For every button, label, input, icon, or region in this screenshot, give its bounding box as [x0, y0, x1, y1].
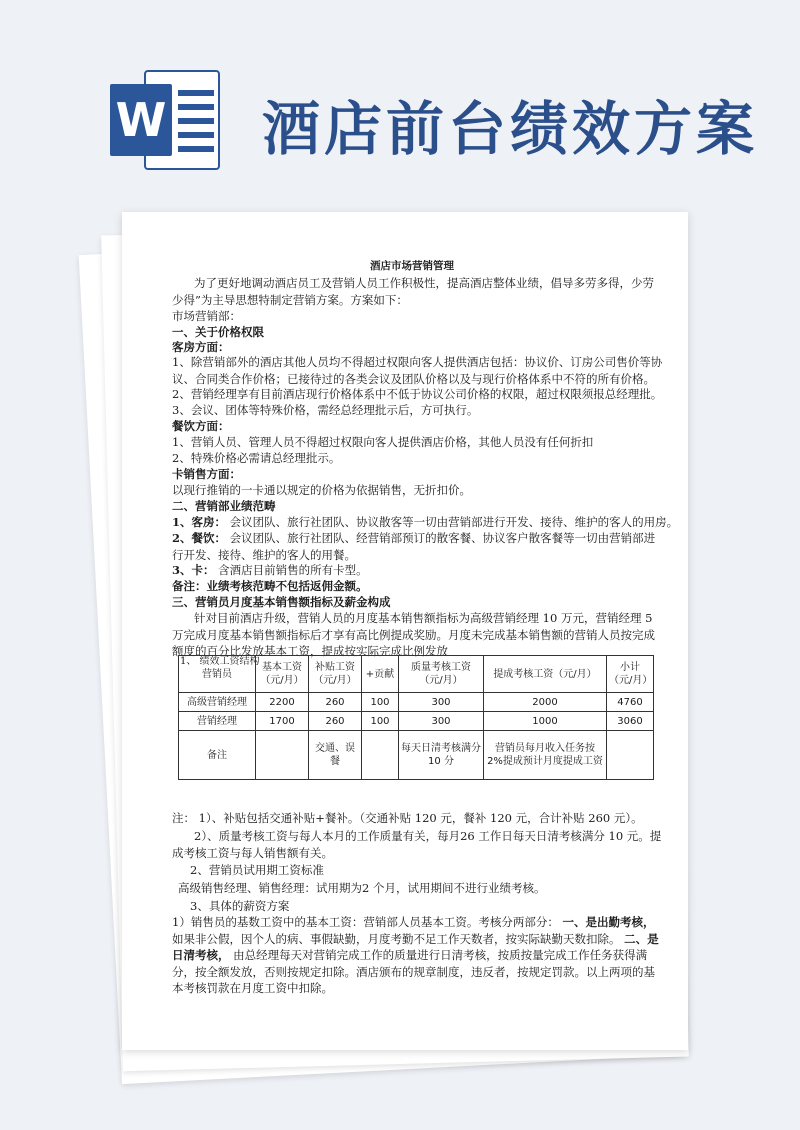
note-1: 注： 1）、补贴包括交通补贴+餐补。（交通补贴 120 元，餐补 120 元，合计补贴 260 元）。 — [172, 811, 643, 825]
table-remark-row — [179, 731, 654, 780]
rooms-rule-1: 1、除营销部外的酒店其他人员均不得超过权限向客人提供酒店包括：协议价、订房公司售价等协议、合同类合作价格；已接待过的各类会议及团队价格以及与现行价格体系中不符的所有价格。 — [172, 355, 663, 386]
salary-table — [178, 655, 654, 780]
food-rule-1: 1、营销人员、管理人员不得超过权限向客人提供酒店价格，其他人员没有任何折扣 — [172, 435, 594, 449]
remark-quality-cell: 每天日清考核满分 10 分 — [399, 731, 484, 780]
banner — [0, 0, 800, 200]
rooms-rule-3: 3、会议、团体等特殊价格，需经总经理批示后，方可执行。 — [172, 403, 479, 417]
remark-empty-cell — [362, 731, 399, 780]
table-header-cell: 基本工资（元/月） — [256, 656, 309, 693]
section-3-title: 三、营销员月度基本销售额指标及薪金构成 — [172, 595, 391, 609]
card-heading: 卡销售方面： — [172, 467, 241, 481]
salary-structure-label: 1、 绩效工资结构 — [180, 656, 260, 667]
note-6-part-b: 一、是出勤考核， — [562, 915, 655, 929]
card-rule-1: 以现行推销的一卡通以规定的价格为依据销售，无折扣价。 — [172, 483, 471, 497]
scope-food-text: 会议团队、旅行社团队、经营销部预订的散客餐、协议客户散客餐等一切由营销部进行开发、接待、维护的客人的用餐。 — [172, 531, 656, 562]
remark-empty-cell — [256, 731, 309, 780]
note-6-part-e: 由总经理每天对营销完成工作的质量进行日清考核，按质按量完成工作任务获得满分，按全额发放，否则按规定扣除。酒店颁布的规章制度，违反者，按规定罚款。以上两项的基本考核罚款在月度工资中扣除。 — [172, 948, 655, 995]
intro-paragraph: 为了更好地调动酒店员工及营销人员工作积极性，提高酒店整体业绩，倡导多劳多得，少劳少得”为主导思想特制定营销方案。方案如下： — [172, 276, 654, 307]
banner-title: 酒店前台绩效方案 — [262, 95, 759, 163]
section-1-title: 一、关于价格权限 — [172, 325, 264, 339]
table-cell: 300 — [399, 693, 484, 712]
table-cell: 1000 — [484, 712, 607, 731]
note-6 — [172, 914, 664, 997]
table-header-cell: 小计（元/月） — [607, 656, 654, 693]
word-letter-badge: W — [110, 84, 172, 156]
table-header-cell: 质量考核工资（元/月） — [399, 656, 484, 693]
scope-note: 备注：业绩考核范畴不包括返佣金额。 — [172, 579, 368, 593]
table-header-cell: 营销员 — [179, 656, 256, 693]
table-header-row — [179, 656, 654, 693]
table-cell: 260 — [309, 712, 362, 731]
table-cell: 260 — [309, 693, 362, 712]
note-6-part-a: 1）销售员的基数工资中的基本工资：营销部人员基本工资。考核分两部分： — [172, 915, 559, 929]
remark-label-cell: 备注 — [179, 731, 256, 780]
note-2: 2）、质量考核工资与每人本月的工作质量有关，每月26 工作日每天日清考核满分 10 元。提成考核工资与每人销售额有关。 — [172, 829, 662, 860]
table-header-cell: 补贴工资（元/月） — [309, 656, 362, 693]
note-6-part-c: 如果非公假，因个人的病、事假缺勤，月度考勤不足工作天数者，按实际缺勤天数扣除。 — [172, 931, 621, 946]
note-4: 高级销售经理、销售经理：试用期为2 个月，试用期间不进行业绩考核。 — [178, 881, 546, 895]
scope-card-label: 3、卡： — [172, 563, 215, 577]
table-cell: 300 — [399, 712, 484, 731]
word-document-icon — [110, 70, 220, 170]
table-cell: 2000 — [484, 693, 607, 712]
food-heading: 餐饮方面： — [172, 419, 230, 433]
section-3-paragraph: 针对目前酒店升级，营销人员的月度基本销售额指标为高级营销经理 10 万元，营销经理 5 万完成月度基本销售额指标后才享有高比例提成奖励。月度未完成基本销售额的营销人员按完成额度的百分比发放基本工资，提成按实际完成比例发放 — [172, 611, 655, 658]
scope-rooms-text: 会议团队、旅行社团队、协议散客等一切由营销部进行开发、接待、维护的客人的用房。 — [229, 515, 679, 529]
remark-commission-cell: 营销员每月收入任务按 2%提成预计月度提成工资 — [484, 731, 607, 780]
table-cell: 4760 — [607, 693, 654, 712]
table-cell: 2200 — [256, 693, 309, 712]
table-cell: 1700 — [256, 712, 309, 731]
rooms-rule-2: 2、营销经理享有目前酒店现行价格体系中不低于协议公司价格的权限，超过权限须报总经理批。 — [172, 387, 663, 401]
scope-card-text: 含酒店目前销售的所有卡型。 — [218, 563, 368, 577]
table-header-cell: 提成考核工资（元/月） — [484, 656, 607, 693]
dept-label: 市场营销部： — [172, 309, 241, 323]
scope-card — [172, 562, 664, 579]
food-rule-2: 2、特殊价格必需请总经理批示。 — [172, 451, 341, 465]
table-row — [179, 693, 654, 712]
remark-empty-cell — [607, 731, 654, 780]
table-cell: 3060 — [607, 712, 654, 731]
table-cell: 100 — [362, 712, 399, 731]
table-header-cell: +贡献 — [362, 656, 399, 693]
scope-food — [172, 530, 664, 563]
table-cell: 高级营销经理 — [179, 693, 256, 712]
table-row — [179, 712, 654, 731]
remark-subsidy-cell: 交通、误餐 — [309, 731, 362, 780]
scope-rooms — [172, 514, 679, 531]
note-3: 2、营销员试用期工资标准 — [190, 863, 324, 877]
table-cell: 100 — [362, 693, 399, 712]
document-heading: 酒店市场营销管理 — [370, 260, 454, 272]
note-5: 3、具体的薪资方案 — [190, 899, 290, 913]
scope-rooms-label: 1、客房： — [172, 515, 227, 529]
rooms-heading: 客房方面： — [172, 340, 230, 354]
scope-food-label: 2、餐饮： — [172, 531, 227, 545]
table-cell: 营销经理 — [179, 712, 256, 731]
note-6-part-d: 二、是日清考核， — [172, 931, 659, 962]
section-2-title: 二、营销部业绩范畴 — [172, 499, 276, 513]
